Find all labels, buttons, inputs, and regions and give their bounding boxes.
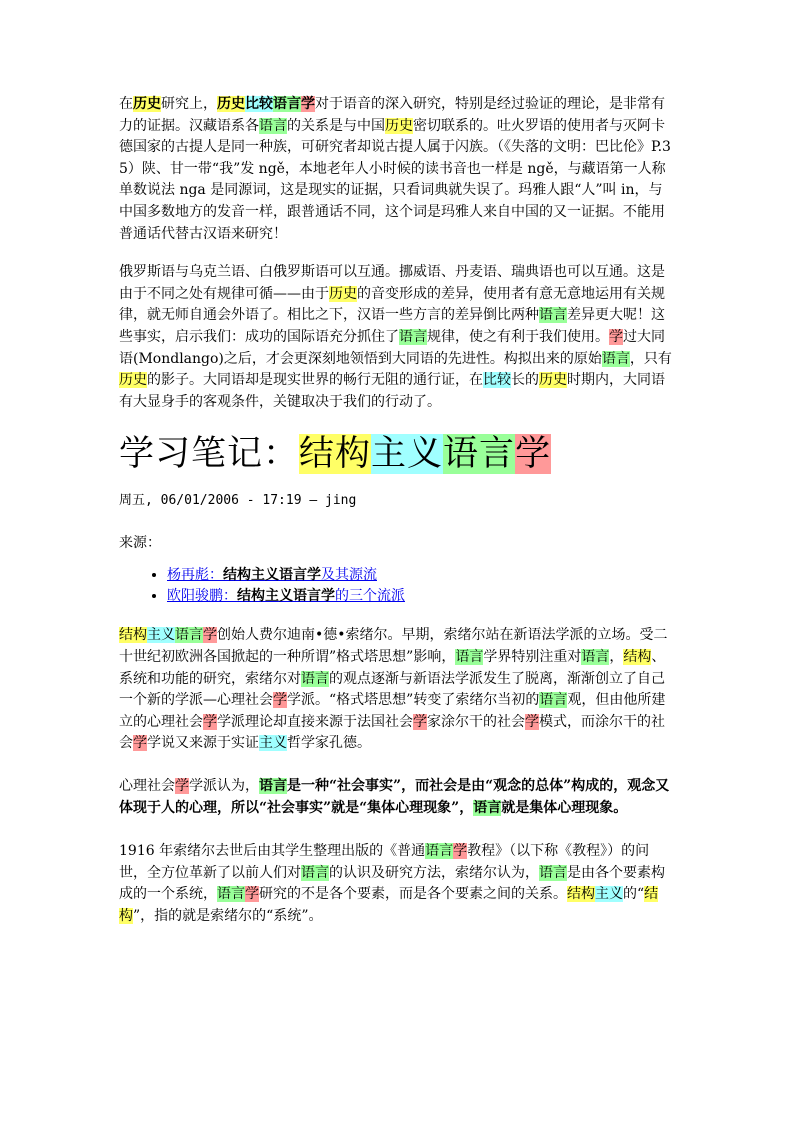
source-link-item[interactable] (167, 565, 675, 586)
highlighted-term: 语言 (473, 800, 502, 817)
text-run: 的影子。大同语却是现实世界的畅行无阻的通行证，在 (147, 372, 483, 389)
text-run: 学界特别注重对 (483, 648, 582, 665)
highlighted-term: 学 (203, 627, 217, 644)
highlighted-term: 学 (273, 692, 287, 709)
highlighted-term: 学 (609, 328, 623, 345)
highlighted-term: 历史 (329, 285, 357, 302)
highlighted-term: 历史 (217, 96, 245, 112)
text-run: ， (609, 648, 624, 665)
text-run: 的认识及研究方法，索绪尔认为， (329, 864, 539, 881)
text-run: 密切联系的。吐火罗语的使用者与灭阿卡德国家的古提人是同一种族，可研究者却说古提人属于闪族。（《失落的文明：巴比伦》P.35）陕、甘一带“我”发 ngě，本地老年人小时候的读书音也一样是 ngě，与藏语第一人称单数说法 nga 是同源词，这是现实的证据，只看词典就失误了。玛雅人跟“人”叫 in，与中国多数地方的发音一样，跟普通话不同，这个词是玛雅人来自中国的又一证据。不能用普通话代替古汉语来研究！ (119, 117, 671, 242)
text-run: ，只有 (629, 350, 672, 367)
text-run: 就是集体心理现象。 (501, 800, 628, 817)
text-run: 差异更大呢！这些事实，启示我们：成功的国际语充分抓住了 (119, 307, 665, 345)
highlighted-term: 历史 (133, 96, 161, 112)
highlighted-term: 学 (413, 713, 427, 730)
highlighted-term: 语言 (217, 886, 245, 903)
highlighted-term: 语言 (581, 648, 610, 665)
text-run: ”，指的就是索绪尔的“系统”。 (133, 908, 323, 925)
source-keyword: 结构主义语言学 (237, 588, 335, 605)
text-run: 教程》（以下称《教程》）的问世，全方位革新了以前人们对 (119, 843, 650, 881)
highlighted-term: 主义 (371, 434, 444, 475)
highlighted-term: 学 (245, 886, 259, 903)
text-run: 的观点逐渐与新语法学派发生了脱离，渐渐创立了自己一个新的学派—心理社会 (119, 670, 665, 709)
text-run: 研究的不是各个要素，而是各个要素之间的关系。 (259, 886, 567, 903)
source-keyword: 结构主义语言学 (223, 567, 321, 584)
highlighted-term: 语言 (455, 648, 484, 665)
text-run: 家涂尔干的社会 (427, 713, 525, 730)
text-run: 、系统和功能的研究，索绪尔对 (119, 648, 666, 687)
highlighted-term: 语言 (273, 96, 301, 112)
text-run: 创始人费尔迪南•德•索绪尔。早期，索绪尔站在新语法学派的立场。受二十世纪初欧洲各国掀起的一种所谓”格式塔思想”影响， (119, 627, 668, 665)
highlighted-term: 结构 (299, 434, 372, 475)
document-page (119, 94, 675, 949)
text-run: 对于语音的深入研究，特别是经过验证的理论，是非常有力的证据。汉藏语系各 (119, 96, 665, 134)
highlighted-term: 语言 (259, 778, 287, 795)
highlighted-term: 学 (453, 843, 468, 860)
source-author: 欧阳骏鹏： (167, 588, 237, 605)
highlighted-term: 结构 (119, 886, 659, 925)
highlighted-term: 学 (133, 735, 147, 752)
text-run: 是一种“社会事实”，而社会是由“观念的总体”构成的，观念又体现于人的心理，所以“社会事实”就是“集体心理现象”， (119, 778, 670, 817)
highlighted-term: 语言 (301, 864, 329, 881)
text-run: 的音变形成的差异，使用者有意无意地运用有关规律，就无师自通会外语了。相比之下，汉语一些方言的差异倒比两种 (119, 285, 665, 324)
highlighted-term: 结构 (567, 886, 595, 903)
paragraph-saussure-founder (119, 625, 675, 755)
highlighted-term: 语言 (399, 328, 427, 345)
source-link-item[interactable] (167, 586, 675, 607)
text-run: 学派理论却直接来源于法国社会 (217, 713, 413, 730)
text-run: 1916 年索绪尔去世后由其学生整理出版的《普通 (119, 843, 426, 860)
text-run: 心理社会 (119, 778, 175, 795)
text-run: 在 (119, 96, 133, 112)
text-run: 的关系是与中国 (287, 117, 385, 134)
source-title-part: 的三个流派 (335, 588, 405, 605)
source-list (119, 565, 675, 607)
source-title-part: 及其源流 (321, 567, 377, 584)
highlighted-term: 语言 (539, 864, 567, 881)
text-run: 观，但由他所建立的心理社会 (119, 692, 666, 730)
text-run: 研究上， (161, 96, 217, 112)
highlighted-term: 结构 (119, 627, 147, 644)
highlighted-term: 语言 (301, 670, 329, 687)
highlighted-term: 历史 (385, 117, 413, 134)
highlighted-term: 语言 (443, 434, 516, 475)
text-run: 学派认为， (189, 778, 259, 795)
source-label: 来源： (119, 535, 161, 552)
post-meta: 周五, 06/01/2006 - 17:19 — jing (119, 493, 357, 509)
highlighted-term: 学 (175, 778, 189, 795)
highlighted-term: 比较 (483, 372, 511, 389)
highlighted-term: 学 (515, 434, 552, 475)
source-author: 杨再彪： (167, 567, 223, 584)
text-run: 是由各个要素构成的一个系统， (119, 864, 665, 903)
text-run: 模式，而涂尔干的社会 (119, 713, 665, 752)
text-run: 过大同语(Mondlango)之后，才会更深刻地领悟到大同语的先进性。构拟出来的原始 (119, 328, 665, 367)
paragraph-social-fact (119, 776, 675, 819)
highlighted-term: 历史 (119, 372, 147, 389)
highlighted-term: 历史 (539, 372, 567, 389)
highlighted-term: 语言 (539, 307, 567, 324)
text-run: 哲学家孔德。 (287, 735, 371, 752)
text-run: 学派。“格式塔思想”转变了索绪尔当初的 (287, 692, 540, 709)
highlighted-term: 主义 (147, 627, 175, 644)
paragraph-mutual-intelligibility (119, 262, 675, 413)
highlighted-term: 语言 (425, 843, 454, 860)
highlighted-term: 学 (301, 96, 315, 112)
text-run: 时期内，大同语有大显身手的客观条件，关键取决于我们的行动了。 (119, 372, 665, 410)
text-run: 规律，使之有利于我们使用。 (427, 328, 609, 345)
highlighted-term: 学 (525, 713, 539, 730)
source-link-yang[interactable] (167, 567, 377, 583)
highlighted-term: 学 (203, 713, 217, 730)
highlighted-term: 语言 (539, 692, 568, 709)
text-run: 学习笔记： (119, 434, 300, 475)
paragraph-course-general-linguistics (119, 841, 675, 927)
highlighted-term: 语言 (175, 627, 203, 644)
highlighted-term: 结构 (623, 648, 652, 665)
highlighted-term: 主义 (595, 886, 623, 903)
text-run: 长的 (511, 372, 539, 389)
page-title (119, 431, 675, 477)
text-run: 的“ (623, 886, 645, 903)
paragraph-history-comparative-linguistics (119, 94, 675, 245)
text-run: 学说又来源于实证 (147, 735, 259, 752)
highlighted-term: 主义 (259, 735, 287, 752)
highlighted-term: 语言 (601, 350, 630, 367)
text-run: 俄罗斯语与乌克兰语、白俄罗斯语可以互通。挪威语、丹麦语、瑞典语也可以互通。这是由于不同之处有规律可循——由于 (119, 264, 665, 302)
highlighted-term: 比较 (245, 96, 273, 112)
highlighted-term: 语言 (259, 117, 287, 134)
source-link-ouyang[interactable] (167, 588, 405, 604)
